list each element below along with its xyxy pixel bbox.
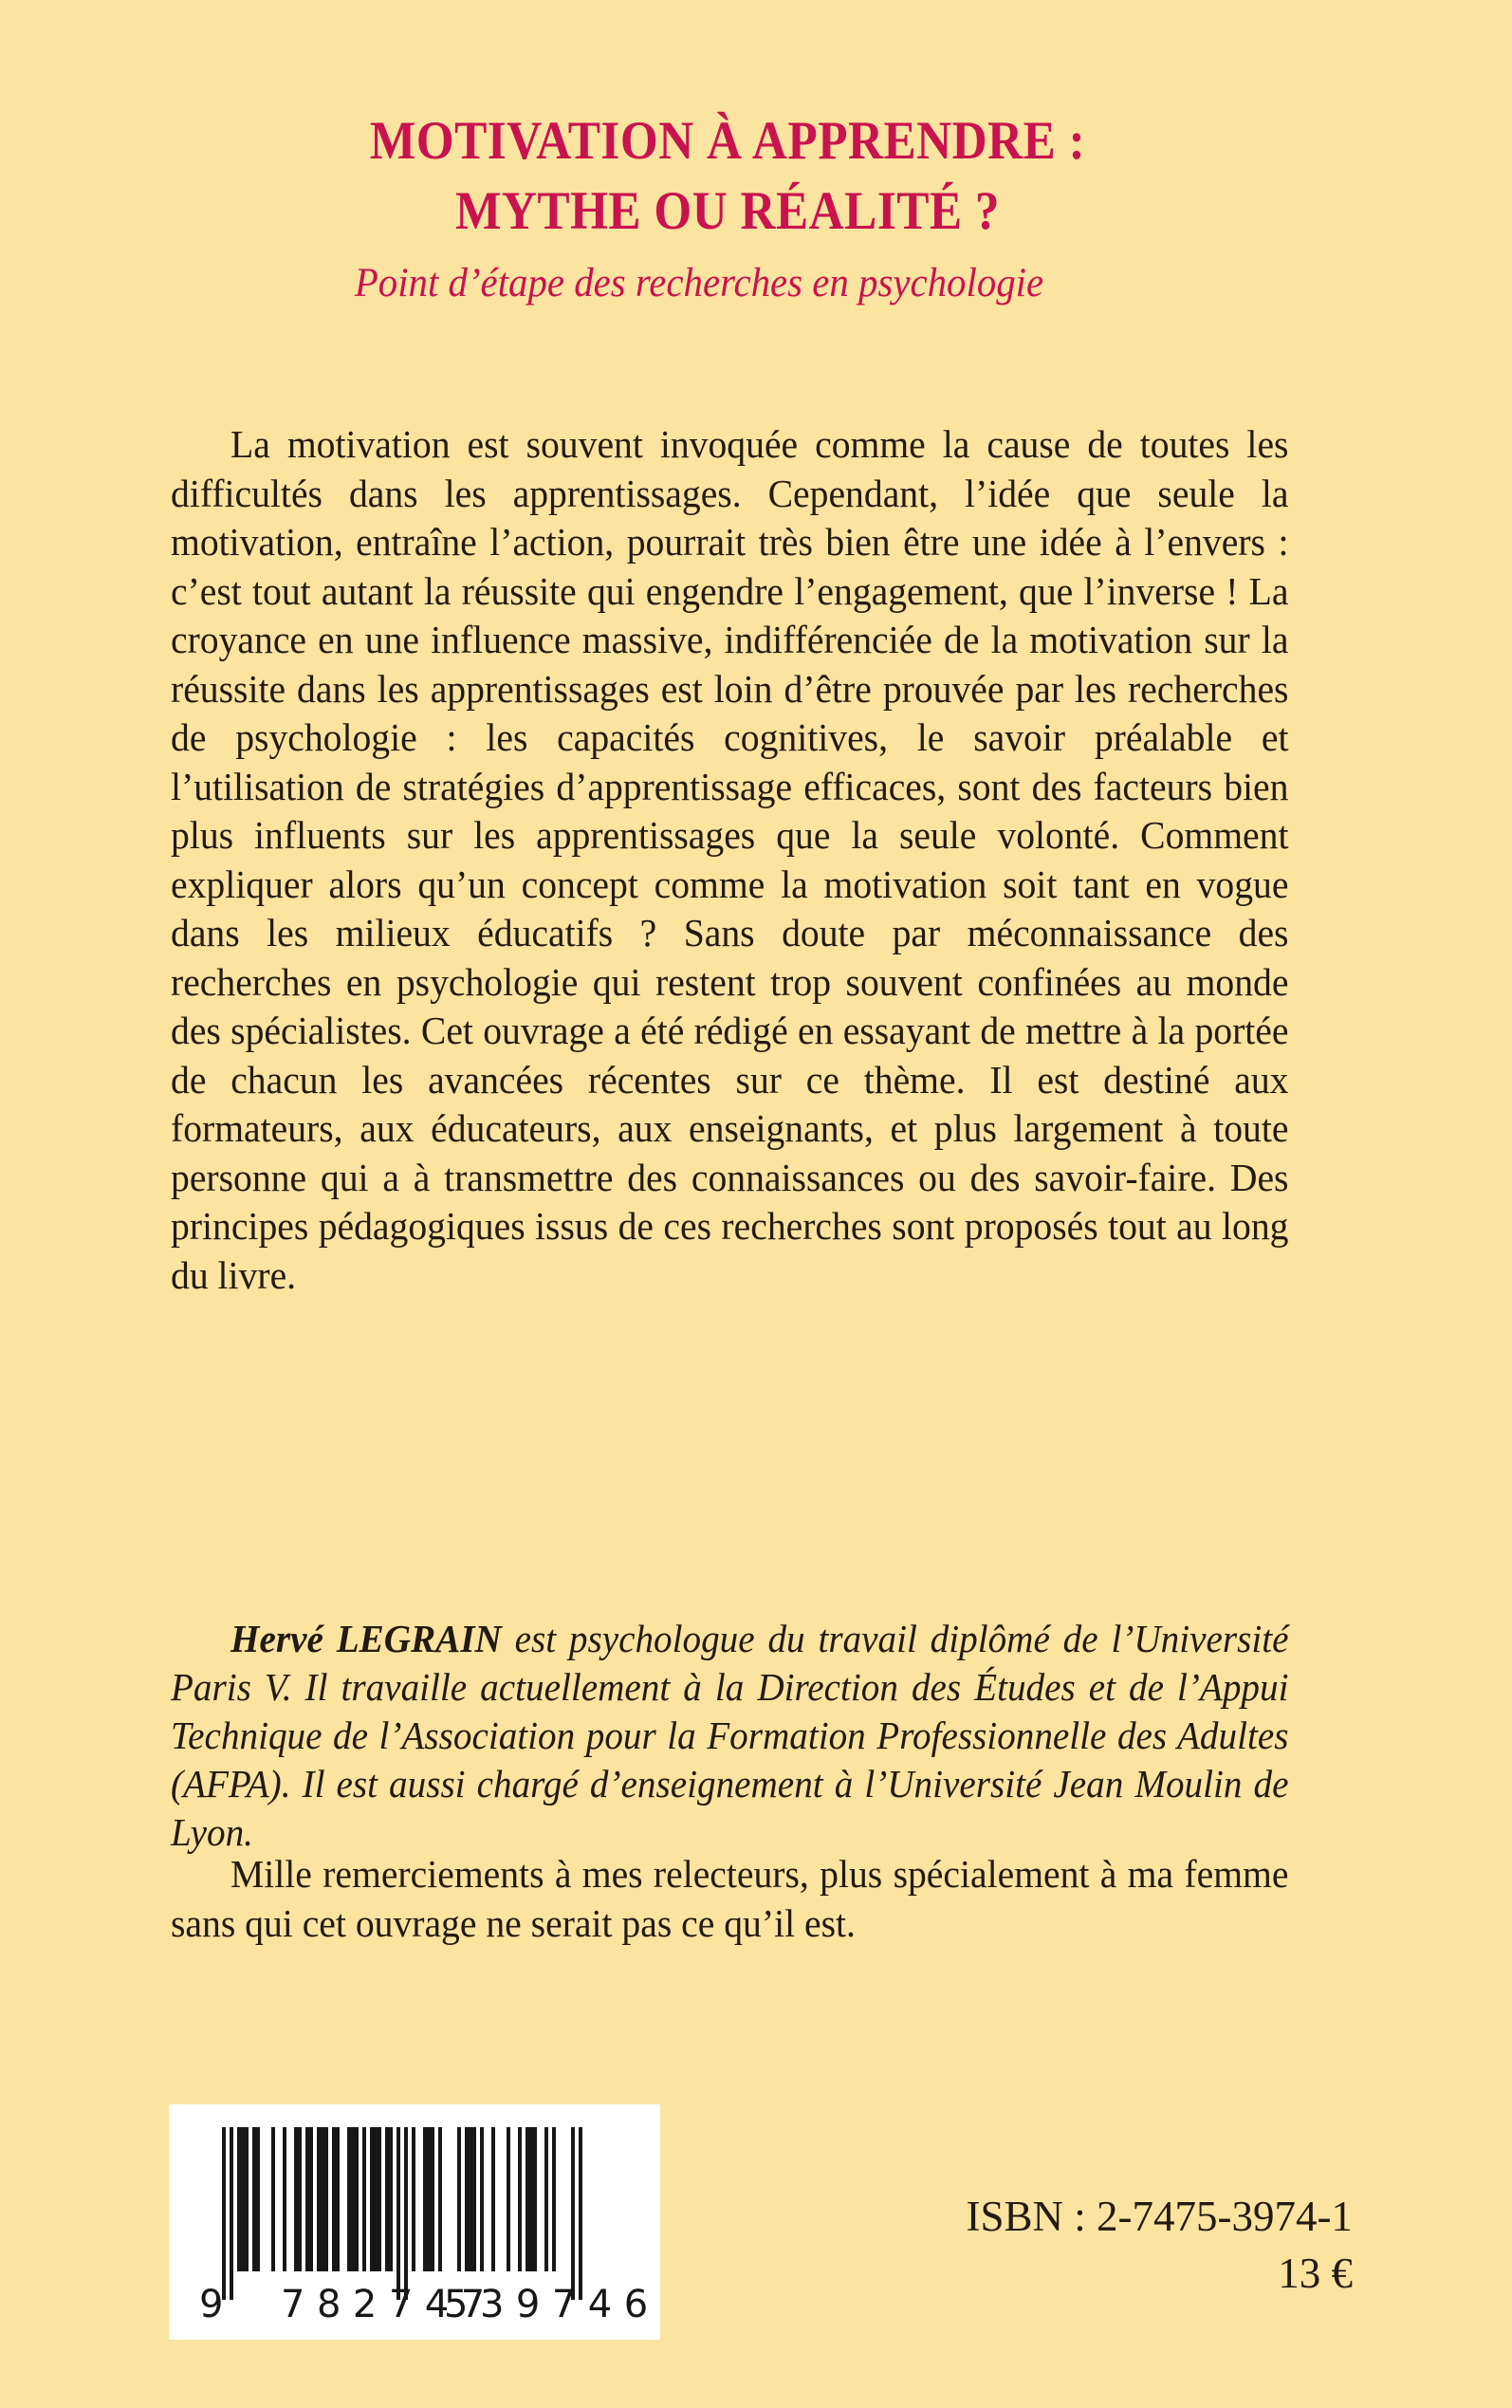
barcode-right-group: 539746: [444, 2283, 660, 2326]
barcode-digits: [169, 2283, 660, 2326]
isbn-barcode: [169, 2104, 660, 2340]
author-biography: [171, 1615, 1288, 1857]
author-name: Hervé LEGRAIN: [230, 1617, 502, 1660]
acknowledgement-text: Mille remerciements à mes relecteurs, plus spécialement à ma femme sans qui cet ouvrage ne serait pas ce qu’il est.: [171, 1852, 1289, 1945]
price-line: 13 €: [1278, 2250, 1353, 2297]
book-subtitle: Point d’étape des recherches en psychologie: [354, 261, 1044, 306]
isbn-line: ISBN : 2-7475-3974-1: [966, 2193, 1353, 2240]
publication-info: [967, 2188, 1353, 2302]
title-block: [0, 106, 1512, 247]
book-title-line-2: MYTHE OU RÉALITÉ ?: [455, 181, 1000, 241]
barcode-bars: [222, 2127, 582, 2271]
barcode-left-group: 782747: [281, 2283, 497, 2326]
book-title-line-1: MOTIVATION À APPRENDRE :: [369, 111, 1086, 171]
barcode-lead-digit: 9: [199, 2283, 225, 2326]
author-bio-text: est psychologue du travail diplômé de l’Université Paris V. Il travaille actuellement à la Direction des Études et de l’Appui Technique de l’Association pour la Formation Professionnelle des Adultes (AFPA). Il est aussi chargé d’enseignement à l’Université Jean Moulin de Lyon.: [171, 1617, 1289, 1854]
back-cover-blurb: La motivation est souvent invoquée comme la cause de toutes les difficultés dans les apprentissages. Cependant, l’idée que seule la motivation, entraîne l’action, pourrait très bien être une idée à l’envers : c’est tout autant la réussite qui engendre l’engagement, que l’inverse ! La croyance en une influence massive, indifférenciée de la motivation sur la réussite dans les apprentissages est loin d’être prouvée par les recherches de psychologie : les capacités cognitives, le savoir préalable et l’utilisation de stratégies d’apprentissage efficaces, sont des facteurs bien plus influents sur les apprentissages que la seule volonté. Comment expliquer alors qu’un concept comme la motivation soit tant en vogue dans les milieux éducatifs ? Sans doute par méconnaissance des recherches en psychologie qui restent trop souvent confinées au monde des spécialistes. Cet ouvrage a été rédigé en essayant de mettre à la portée de chacun les avancées récentes sur ce thème. Il est destiné aux formateurs, aux éducateurs, aux enseignants, et plus largement à toute personne qui a à transmettre des connaissances ou des savoir-faire. Des principes pédagogiques issus de ces recherches sont proposés tout au long du livre.: [171, 422, 1289, 1297]
